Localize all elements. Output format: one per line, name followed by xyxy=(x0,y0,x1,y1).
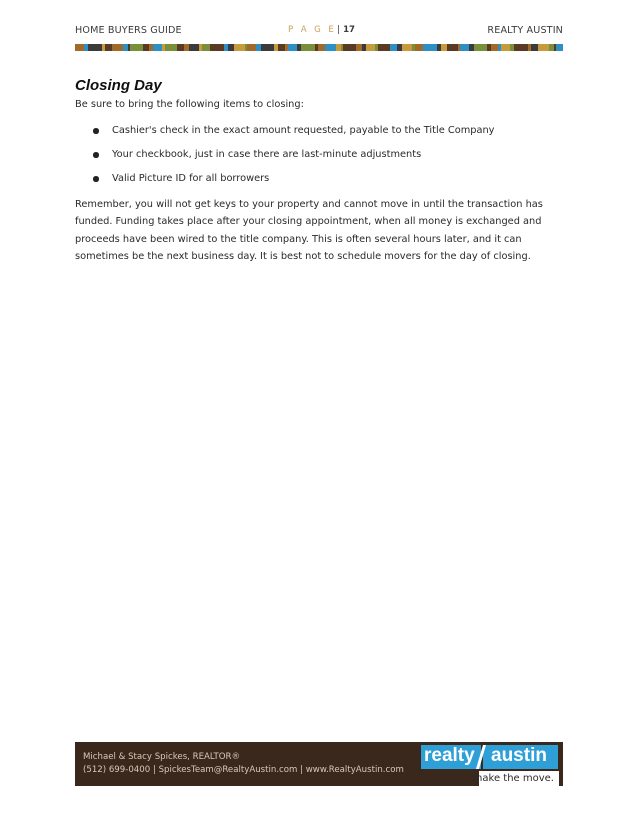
closing-paragraph: Remember, you will not get keys to your property and cannot move in until the transaction has funded. Funding takes place after your closing appointment, when all money is exchanged and proceeds have been wired to the title company. This is often several hours later, and it can sometimes be the next business day. It is best not to schedule movers for the day of closing. xyxy=(75,199,543,263)
stripe-segment xyxy=(390,44,397,51)
page-footer xyxy=(75,742,563,786)
stripe-segment xyxy=(102,44,105,51)
stripe-segment xyxy=(202,44,210,51)
stripe-segment xyxy=(318,44,325,51)
stripe-segment xyxy=(356,44,362,51)
realty-austin-logo xyxy=(421,745,558,769)
stripe-segment xyxy=(234,44,245,51)
stripe-segment xyxy=(375,44,378,51)
bullet-icon xyxy=(93,128,99,134)
stripe-segment xyxy=(128,44,130,51)
stripe-segment xyxy=(325,44,336,51)
stripe-segment xyxy=(531,44,538,51)
header-guide-title: HOME BUYERS GUIDE xyxy=(75,25,182,36)
stripe-segment xyxy=(460,44,469,51)
footer-agent-name: Michael & Stacy Spickes, REALTOR® xyxy=(83,752,241,762)
stripe-segment xyxy=(224,44,228,51)
stripe-segment xyxy=(415,44,423,51)
header-separator: | xyxy=(337,25,341,35)
stripe-segment xyxy=(130,44,143,51)
stripe-segment xyxy=(261,44,274,51)
section-intro: Be sure to bring the following items to closing: xyxy=(75,99,304,110)
stripe-segment xyxy=(278,44,285,51)
stripe-segment xyxy=(75,44,84,51)
stripe-segment xyxy=(474,44,487,51)
stripe-segment xyxy=(245,44,247,51)
stripe-segment xyxy=(315,44,318,51)
stripe-segment xyxy=(285,44,288,51)
stripe-segment xyxy=(378,44,390,51)
stripe-segment xyxy=(528,44,531,51)
logo-slash-icon xyxy=(476,745,486,769)
stripe-segment xyxy=(397,44,402,51)
section-title: Closing Day xyxy=(75,77,162,94)
stripe-segment xyxy=(554,44,556,51)
footer-contact-info: (512) 699-0400 | SpickesTeam@RealtyAustin.com | www.RealtyAustin.com xyxy=(83,765,404,775)
stripe-segment xyxy=(247,44,256,51)
stripe-segment xyxy=(288,44,297,51)
header-page-label: P A G E xyxy=(288,25,337,35)
stripe-segment xyxy=(343,44,356,51)
logo-word-austin: austin xyxy=(491,745,547,766)
stripe-segment xyxy=(549,44,554,51)
logo-word-realty: realty xyxy=(424,745,475,766)
header-company: REALTY AUSTIN xyxy=(487,25,563,36)
stripe-segment xyxy=(498,44,501,51)
stripe-segment xyxy=(123,44,128,51)
stripe-segment xyxy=(274,44,278,51)
list-item-text: Cashier's check in the exact amount requested, payable to the Title Company xyxy=(112,125,495,136)
list-item xyxy=(75,148,565,162)
header-page-indicator xyxy=(288,25,355,35)
header-page-number: 17 xyxy=(343,25,356,35)
list-item-text: Valid Picture ID for all borrowers xyxy=(112,173,270,184)
stripe-segment xyxy=(228,44,234,51)
stripe-segment xyxy=(84,44,88,51)
stripe-segment xyxy=(301,44,315,51)
decorative-stripe xyxy=(75,44,563,51)
stripe-segment xyxy=(510,44,514,51)
stripe-segment xyxy=(447,44,458,51)
stripe-segment xyxy=(153,44,162,51)
checklist xyxy=(75,124,565,186)
stripe-segment xyxy=(437,44,441,51)
stripe-segment xyxy=(336,44,341,51)
footer-contact-block xyxy=(83,751,404,777)
list-item-text: Your checkbook, just in case there are last-minute adjustments xyxy=(112,149,422,160)
list-item xyxy=(75,172,565,186)
stripe-segment xyxy=(538,44,549,51)
stripe-segment xyxy=(165,44,177,51)
stripe-segment xyxy=(189,44,199,51)
stripe-segment xyxy=(143,44,149,51)
list-item xyxy=(75,124,565,138)
stripe-segment xyxy=(514,44,528,51)
stripe-segment xyxy=(441,44,447,51)
stripe-segment xyxy=(402,44,412,51)
stripe-segment xyxy=(556,44,563,51)
stripe-segment xyxy=(297,44,301,51)
stripe-segment xyxy=(177,44,184,51)
bullet-icon xyxy=(93,176,99,182)
stripe-segment xyxy=(491,44,498,51)
stripe-segment xyxy=(362,44,366,51)
stripe-segment xyxy=(88,44,102,51)
stripe-segment xyxy=(458,44,460,51)
footer-tagline: make the move. xyxy=(472,773,554,784)
stripe-segment xyxy=(469,44,474,51)
stripe-segment xyxy=(412,44,415,51)
page-header xyxy=(75,25,563,41)
stripe-segment xyxy=(501,44,510,51)
stripe-segment xyxy=(210,44,224,51)
main-content xyxy=(75,77,565,266)
stripe-segment xyxy=(105,44,112,51)
stripe-segment xyxy=(162,44,165,51)
stripe-segment xyxy=(423,44,437,51)
stripe-segment xyxy=(184,44,189,51)
stripe-segment xyxy=(199,44,202,51)
stripe-segment xyxy=(112,44,123,51)
stripe-segment xyxy=(366,44,375,51)
stripe-segment xyxy=(149,44,153,51)
bullet-icon xyxy=(93,152,99,158)
stripe-segment xyxy=(487,44,491,51)
stripe-segment xyxy=(341,44,343,51)
stripe-segment xyxy=(256,44,261,51)
